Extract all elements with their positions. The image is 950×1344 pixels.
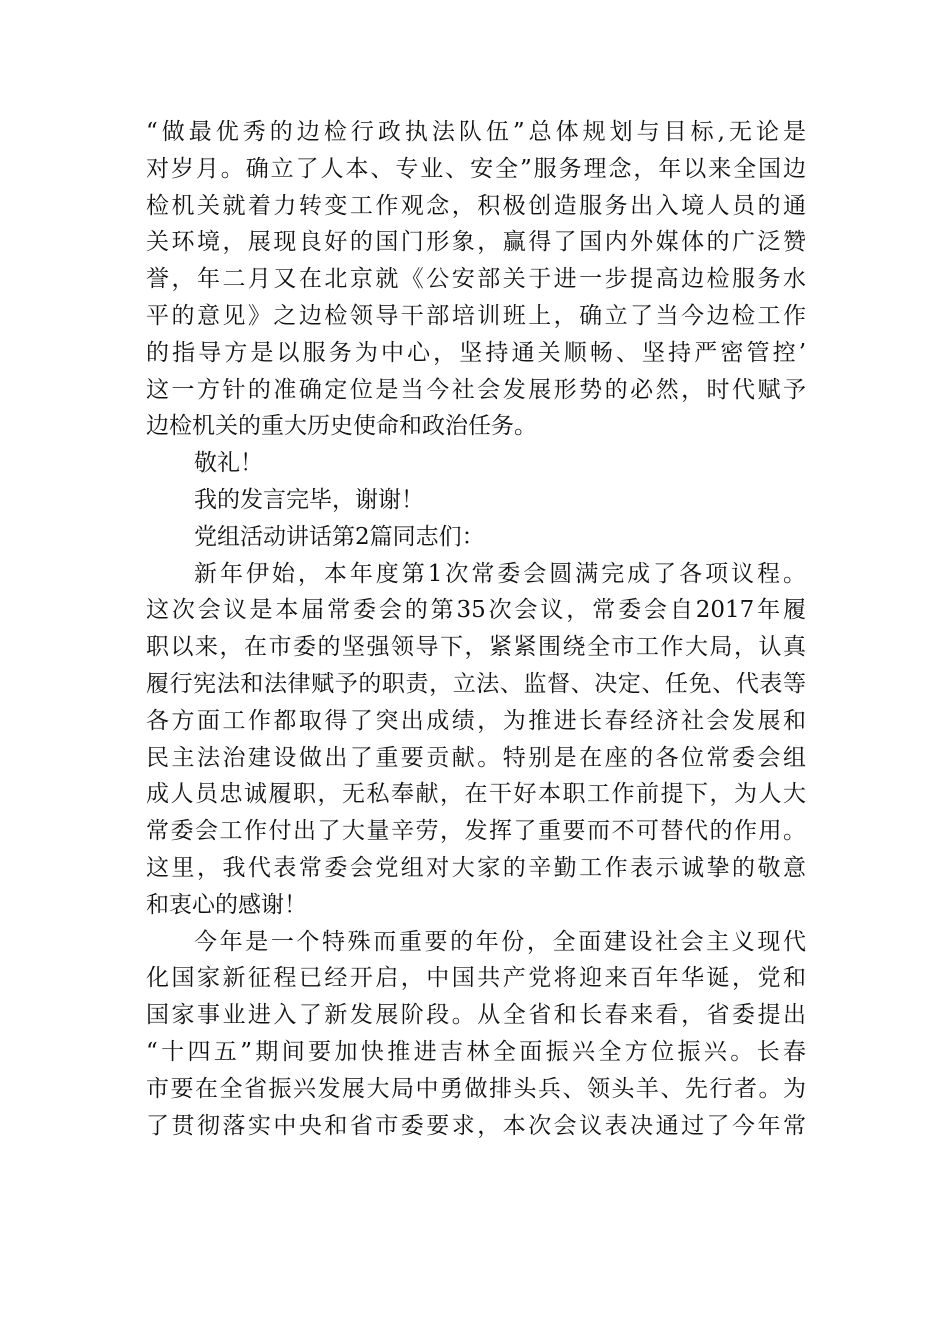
text-line: 国家事业进入了新发展阶段。从全省和长春来看，省委提出 — [146, 1002, 806, 1029]
text-line: 市要在全省振兴发展大局中勇做排头兵、领头羊、先行者。为 — [146, 1075, 806, 1102]
text-line: 誉，年二月又在北京就《公安部关于进一步提高边检服务水 — [146, 266, 806, 293]
text-line: 对岁月。确立了人本、专业、安全”服务理念，年以来全国边 — [146, 155, 806, 182]
text-line: 履行宪法和法律赋予的职责，立法、监督、决定、任免、代表等 — [146, 670, 806, 697]
text-line: 敬礼！ — [194, 450, 263, 477]
text-line: 关环境，展现良好的国门形象，赢得了国内外媒体的广泛赞 — [146, 229, 806, 256]
text-line: 新年伊始，本年度第1次常委会圆满完成了各项议程。 — [194, 560, 806, 587]
text-line: 党组活动讲话第2篇同志们： — [194, 523, 485, 550]
text-line: 成人员忠诚履职，无私奉献，在干好本职工作前提下，为人大 — [146, 781, 806, 808]
paragraph-salute — [146, 445, 806, 482]
text-line: 平的意见》之边检领导干部培训班上，确立了当今边检工作 — [146, 302, 806, 329]
text-line: 今年是一个特殊而重要的年份，全面建设社会主义现代 — [194, 928, 806, 955]
paragraph-section-heading — [146, 519, 806, 556]
text-line: 边检机关的重大历史使命和政治任务。 — [146, 413, 537, 440]
paragraph-planning-goals — [146, 114, 806, 445]
paragraph-special-year — [146, 924, 806, 1145]
document-body — [146, 114, 806, 1144]
text-line: 我的发言完毕，谢谢！ — [194, 486, 424, 513]
text-line: 检机关就着力转变工作观念，积极创造服务出入境人员的通 — [146, 192, 806, 219]
paragraph-new-year-session — [146, 556, 806, 924]
text-line: 的指导方是以服务为中心，坚持通关顺畅、坚持严密管控’ — [146, 339, 806, 366]
text-line: 这里，我代表常委会党组对大家的辛勤工作表示诚挚的敬意 — [146, 854, 806, 881]
text-line: 这一方针的准确定位是当今社会发展形势的必然，时代赋予 — [146, 376, 806, 403]
text-line: 职以来，在市委的坚强领导下，紧紧围绕全市工作大局，认真 — [146, 634, 806, 661]
text-line: 常委会工作付出了大量辛劳，发挥了重要而不可替代的作用。 — [146, 818, 806, 845]
text-line: 民主法治建设做出了重要贡献。特别是在座的各位常委会组 — [146, 744, 806, 771]
text-line: 各方面工作都取得了突出成绩，为推进长春经济社会发展和 — [146, 707, 806, 734]
text-line: 这次会议是本届常委会的第35次会议，常委会自2017年履 — [146, 597, 806, 624]
text-line: “做最优秀的边检行政执法队伍”总体规划与目标,无论是 — [146, 119, 806, 145]
text-line: 和衷心的感谢！ — [146, 891, 307, 918]
paragraph-closing-remark — [146, 482, 806, 519]
text-line: 化国家新征程已经开启，中国共产党将迎来百年华诞，党和 — [146, 965, 806, 992]
text-line: 了贯彻落实中央和省市委要求，本次会议表决通过了今年常 — [146, 1112, 806, 1139]
text-line: “十四五”期间要加快推进吉林全面振兴全方位振兴。长春 — [146, 1038, 806, 1065]
